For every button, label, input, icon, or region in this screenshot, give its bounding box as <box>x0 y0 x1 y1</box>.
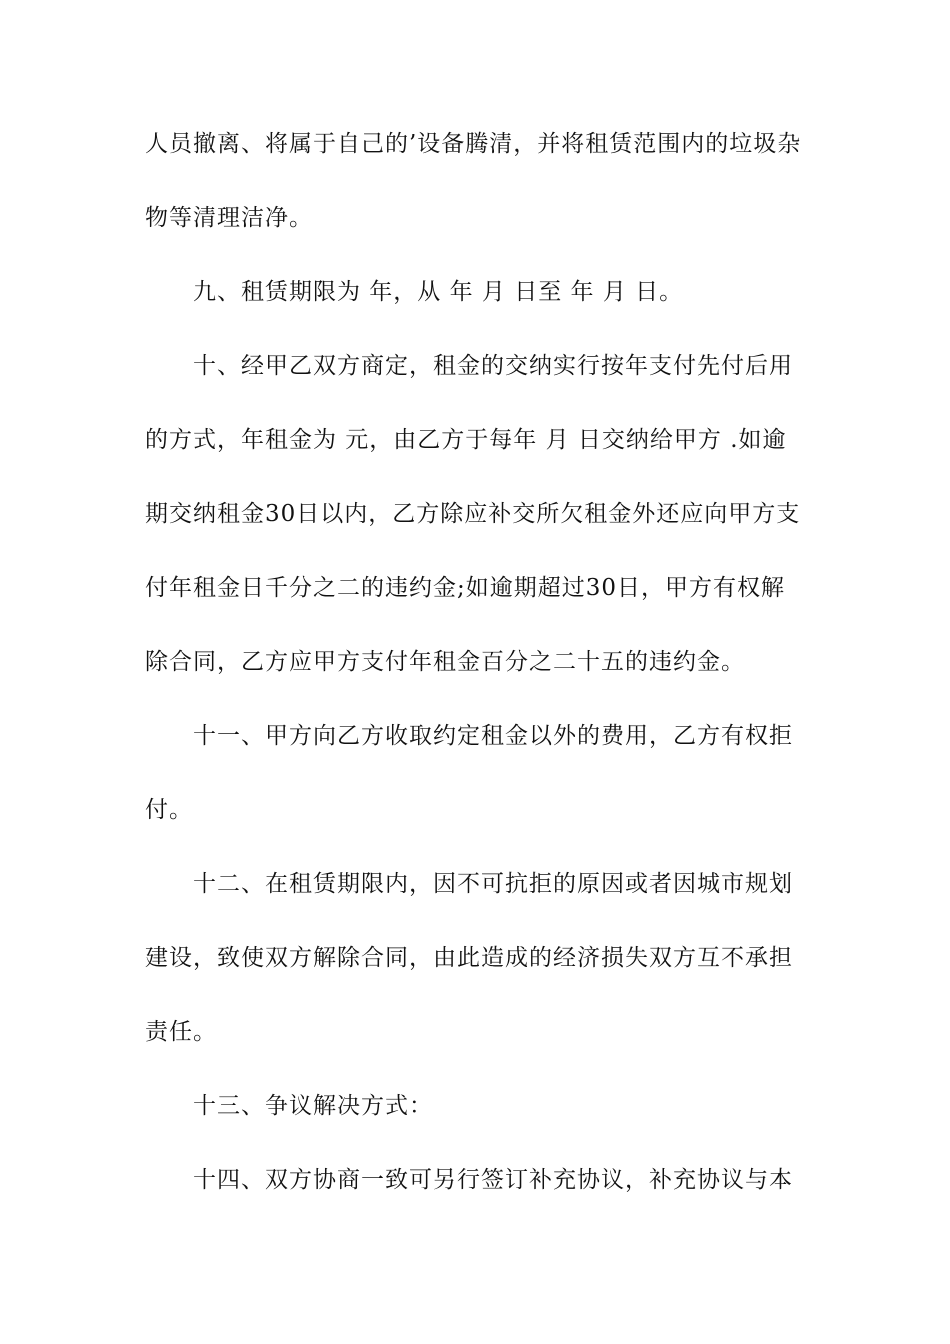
text-line: 付。 <box>145 797 193 823</box>
clause-11: 十一、甲方向乙方收取约定租金以外的费用，乙方有权拒 <box>193 723 793 749</box>
document-body <box>145 124 815 1234</box>
text-line: 除合同，乙方应甲方支付年租金百分之二十五的违约金。 <box>145 649 745 675</box>
clause-12: 十二、在租赁期限内，因不可抗拒的原因或者因城市规划 <box>193 871 793 897</box>
clause-13: 十三、争议解决方式： <box>193 1093 433 1119</box>
clause-10: 十、经甲乙双方商定，租金的交纳实行按年支付先付后用 <box>193 353 793 379</box>
text-line: 物等清理洁净。 <box>145 205 313 231</box>
clause-14: 十四、双方协商一致可另行签订补充协议，补充协议与本 <box>193 1167 793 1193</box>
text-line: 人员撤离、将属于自己的’设备腾清，并将租赁范围内的垃圾杂 <box>145 131 802 157</box>
text-line: 期交纳租金30日以内，乙方除应补交所欠租金外还应向甲方支 <box>145 501 801 527</box>
text-line: 付年租金日千分之二的违约金;如逾期超过30日，甲方有权解 <box>145 575 786 601</box>
text-line: 建设，致使双方解除合同，由此造成的经济损失双方互不承担 <box>145 945 793 971</box>
clause-9: 九、租赁期限为 年，从 年 月 日至 年 月 日。 <box>193 279 684 305</box>
text-line: 责任。 <box>145 1019 217 1045</box>
text-line: 的方式，年租金为 元，由乙方于每年 月 日交纳给甲方 .如逾 <box>145 427 787 453</box>
